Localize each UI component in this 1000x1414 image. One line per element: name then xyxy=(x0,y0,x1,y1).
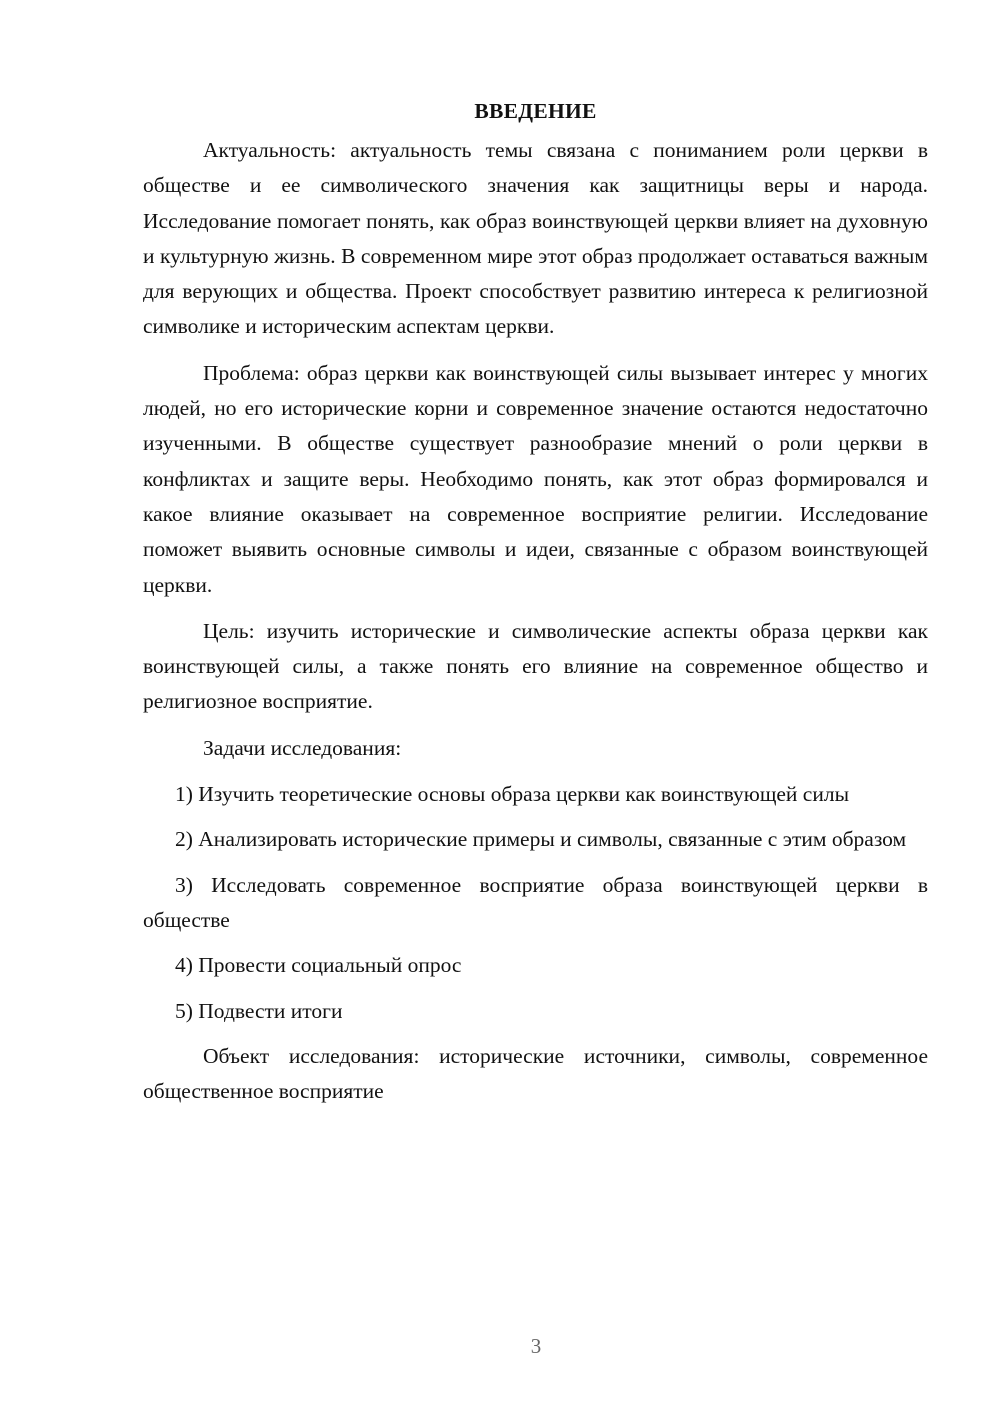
section-title: ВВЕДЕНИЕ xyxy=(474,99,597,123)
object-paragraph: Объект исследования: исторические источники, символы, современное общественное восприятие xyxy=(143,1043,928,1104)
task-item: 5) Подвести итоги xyxy=(175,998,343,1023)
task-item: 1) Изучить теоретические основы образа церкви как воинствующей силы xyxy=(175,782,850,807)
task-item: 2) Анализировать исторические примеры и символы, связанные с этим образом xyxy=(175,827,907,852)
document-page xyxy=(143,96,928,1120)
tasks-label: Задачи исследования: xyxy=(203,735,402,760)
problem-paragraph: Проблема: образ церкви как воинствующей силы вызывает интерес у многих людей, но его исторические корни и современное значение остаются недостаточно изученными. В обществе существует разнообразие мнений о роли церкви в конфликтах и защите веры. Необходимо понять, как этот образ формировался и какое влияние оказывает на современное восприятие религии. Исследование поможет выявить основные символы и идеи, связанные с образом воинствующей церкви. xyxy=(143,360,928,597)
relevance-paragraph: Актуальность: актуальность темы связана с пониманием роли церкви в обществе и ее символического значения как защитницы веры и народа. Исследование помогает понять, как образ воинствующей церкви влияет на духовную и культурную жизнь. В современном мире этот образ продолжает оставаться важным для верующих и общества. Проект способствует развитию интереса к религиозной символике и историческим аспектам церкви. xyxy=(143,138,928,339)
page-number: 3 xyxy=(530,1334,542,1358)
task-item: 4) Провести социальный опрос xyxy=(175,953,462,978)
task-item: 3) Исследовать современное восприятие образа воинствующей церкви в обществе xyxy=(143,872,928,932)
goal-paragraph: Цель: изучить исторические и символические аспекты образа церкви как воинствующей силы, а также понять его влияние на современное общество и религиозное восприятие. xyxy=(143,618,928,714)
